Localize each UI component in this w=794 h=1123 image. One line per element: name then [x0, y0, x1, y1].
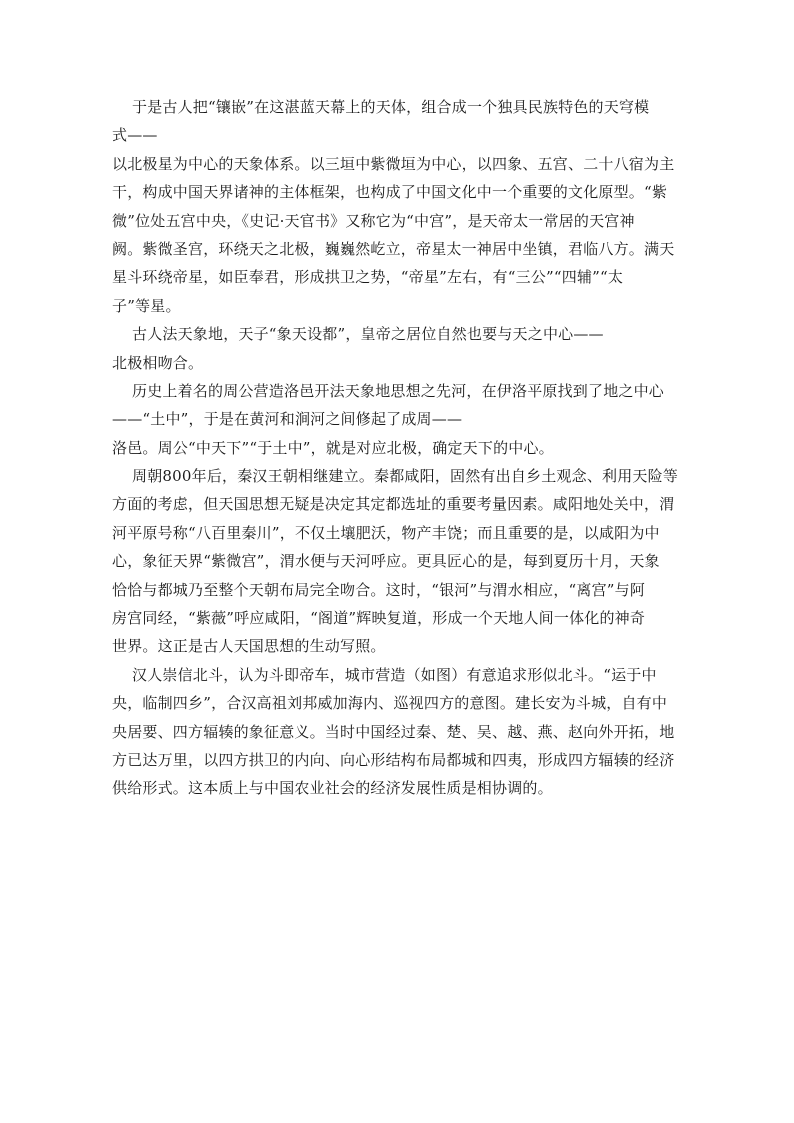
- text-line: 式——: [112, 126, 158, 145]
- text-line: 以北极星为中心的天象体系。以三垣中紫微垣为中心，以四象、五宫、二十八宿为主: [112, 154, 675, 173]
- text-line: 河平原号称“八百里秦川”，不仅土壤肥沃，物产丰饶；而且重要的是，以咸阳为中: [112, 523, 660, 542]
- text-line: 供给形式。这本质上与中国农业社会的经济发展性质是相协调的。: [112, 779, 553, 798]
- text-line: 周朝800年后，秦汉王朝相继建立。秦都咸阳，固然有出自乡土观念、利用天险等: [132, 467, 679, 486]
- text-line: 古人法天象地，天子“象天设都”，皇帝之居位自然也要与天之中心——: [132, 325, 604, 344]
- text-line: ——“土中”，于是在黄河和涧河之间修起了成周——: [112, 410, 463, 429]
- text-line: 于是古人把“镶嵌”在这湛蓝天幕上的天体，组合成一个独具民族特色的天穹模: [132, 98, 650, 116]
- text-line: 世界。这正是古人天国思想的生动写照。: [112, 637, 386, 656]
- text-line: 洛邑。周公“中天下”“于土中”，就是对应北极，确定天下的中心。: [112, 438, 554, 457]
- text-line: 央，临制四乡”，合汉高祖刘邦威加海内、巡视四方的意图。建长安为斗城，自有中: [112, 694, 668, 713]
- text-line: 北极相吻合。: [112, 353, 204, 372]
- text-line: 干，构成中国天界诸神的主体框架，也构成了中国文化中一个重要的文化原型。“紫: [112, 183, 668, 202]
- text-line: 方面的考虑，但天国思想无疑是决定其定都选址的重要考量因素。咸阳地处关中，渭: [112, 495, 675, 514]
- text-line: 汉人崇信北斗，认为斗即帝车，城市营造（如图）有意追求形似北斗。“运于中: [132, 665, 657, 684]
- text-line: 微”位处五宫中央，《史记·天官书》又称它为“中宫”，是天帝太一常居的天宫神: [112, 211, 635, 230]
- text-line: 心，象征天界“紫微宫”，渭水便与天河呼应。更具匠心的是，每到夏历十月，天象: [112, 552, 660, 571]
- document-body: [112, 93, 697, 803]
- text-line: 恰恰与都城乃至整个天朝布局完全吻合。这时，“银河”与渭水相应，“离宫”与阿: [112, 580, 646, 599]
- text-line: 阙。紫微圣宫，环绕天之北极，巍巍然屹立，帝星太一神居中坐镇，君临八方。满天: [112, 239, 675, 258]
- text-line: 星斗环绕帝星，如臣奉君，形成拱卫之势，“帝星”左右，有“三公”“四辅”“太: [112, 268, 624, 287]
- text-line: 历史上着名的周公营造洛邑开法天象地思想之先河，在伊洛平原找到了地之中心: [132, 381, 665, 400]
- text-line: 方已达万里，以四方拱卫的内向、向心形结构布局都城和四夷，形成四方辐辏的经济: [112, 750, 675, 769]
- text-line: 子”等星。: [112, 296, 181, 315]
- text-line: 央居要、四方辐辏的象征意义。当时中国经过秦、楚、吴、越、燕、赵向外开拓，地: [112, 722, 675, 741]
- text-line: 房宫同经，“紫薇”呼应咸阳，“阁道”辉映复道，形成一个天地人间一体化的神奇: [112, 609, 646, 628]
